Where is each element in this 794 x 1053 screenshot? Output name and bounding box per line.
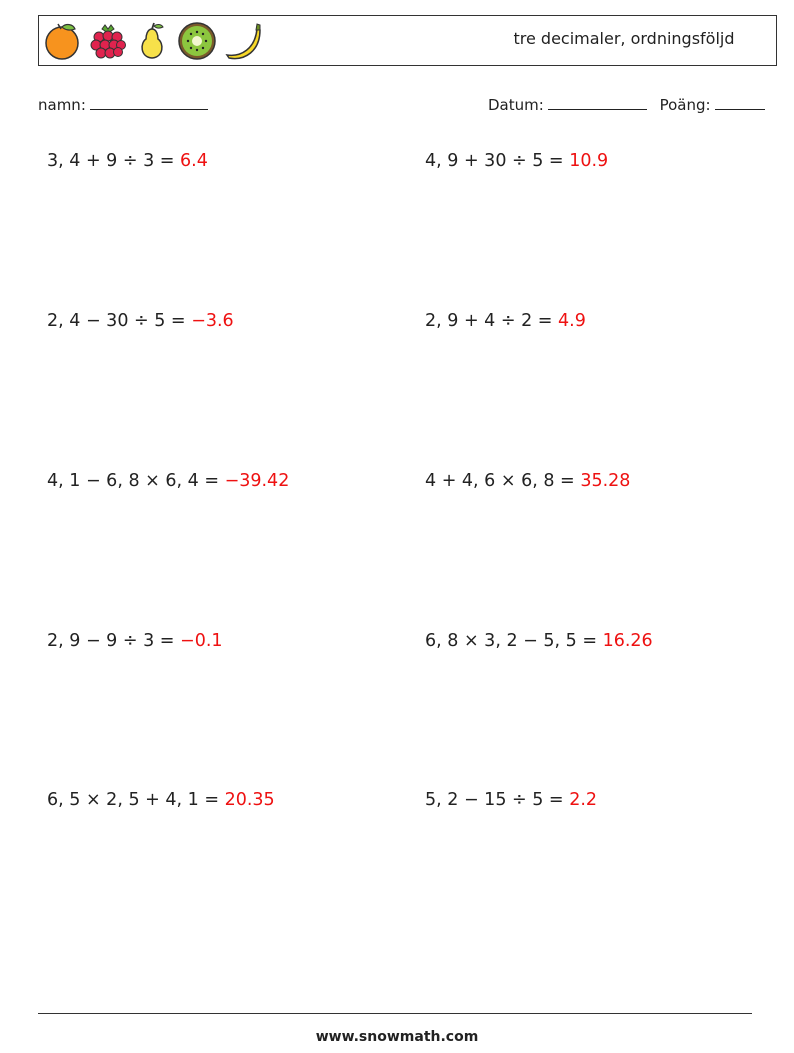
problem-5: [47, 471, 289, 491]
problem-10: [425, 790, 597, 810]
problem-expression: 2, 4 − 30 ÷ 5 =: [47, 311, 186, 331]
problem-answer: 6.4: [180, 151, 208, 171]
name-label: namn:: [38, 96, 86, 114]
date-blank[interactable]: [548, 94, 647, 110]
problem-8: [425, 631, 653, 651]
problem-answer: −3.6: [191, 311, 234, 331]
problem-7: [47, 631, 223, 651]
problem-expression: 4 + 4, 6 × 6, 8 =: [425, 471, 575, 491]
problem-expression: 5, 2 − 15 ÷ 5 =: [425, 790, 564, 810]
name-field: [38, 94, 208, 114]
problem-9: [47, 790, 275, 810]
score-blank[interactable]: [715, 94, 765, 110]
problem-expression: 6, 8 × 3, 2 − 5, 5 =: [425, 631, 597, 651]
problem-expression: 3, 4 + 9 ÷ 3 =: [47, 151, 175, 171]
orange-icon: [42, 21, 82, 61]
problem-expression: 6, 5 × 2, 5 + 4, 1 =: [47, 790, 219, 810]
problem-answer: 35.28: [580, 471, 631, 491]
footer-url[interactable]: www.snowmath.com: [315, 1029, 479, 1045]
header-box: [38, 15, 777, 66]
name-blank[interactable]: [90, 94, 208, 110]
problem-expression: 2, 9 + 4 ÷ 2 =: [425, 311, 553, 331]
date-score-fields: [488, 94, 765, 114]
problem-expression: 4, 1 − 6, 8 × 6, 4 =: [47, 471, 219, 491]
problem-answer: −0.1: [180, 631, 223, 651]
problem-answer: 20.35: [224, 790, 275, 810]
problem-1: [47, 151, 208, 171]
problem-3: [47, 311, 234, 331]
footer-divider: [38, 1013, 752, 1014]
problem-answer: −39.42: [224, 471, 290, 491]
pear-icon: [132, 21, 172, 61]
problem-answer: 10.9: [569, 151, 609, 171]
sheet-title: tre decimaler, ordningsföljd: [513, 29, 735, 48]
date-label: Datum:: [488, 96, 544, 114]
problem-2: [425, 151, 608, 171]
problem-6: [425, 471, 630, 491]
raspberry-icon: [88, 21, 128, 61]
problem-expression: 2, 9 − 9 ÷ 3 =: [47, 631, 175, 651]
score-label: Poäng:: [659, 96, 711, 114]
problem-answer: 4.9: [558, 311, 586, 331]
banana-icon: [223, 21, 263, 61]
problem-answer: 16.26: [602, 631, 653, 651]
problem-answer: 2.2: [569, 790, 598, 810]
kiwi-icon: [177, 21, 217, 61]
problem-expression: 4, 9 + 30 ÷ 5 =: [425, 151, 564, 171]
problem-4: [425, 311, 586, 331]
